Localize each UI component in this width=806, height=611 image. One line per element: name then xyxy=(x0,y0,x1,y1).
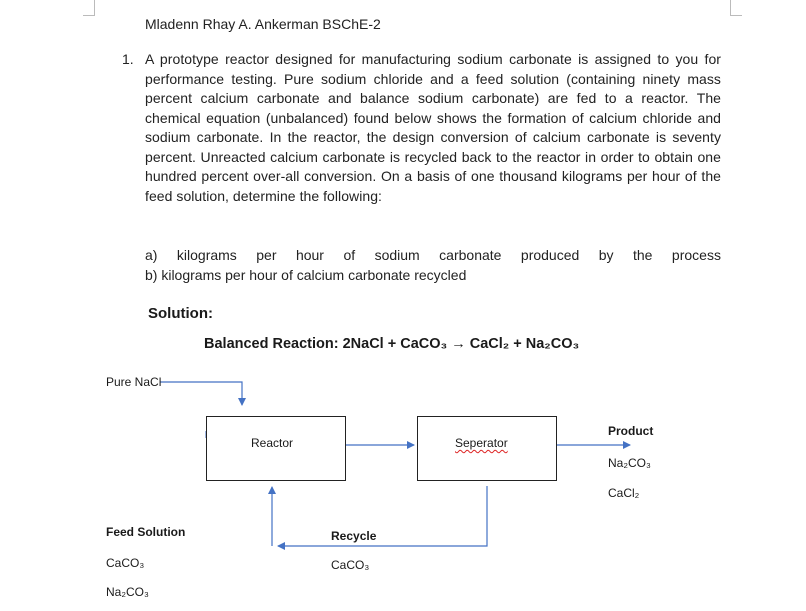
part-b: b) kilograms per hour of calcium carbonate recycled xyxy=(145,267,467,283)
question-text: A prototype reactor designed for manufacturing sodium carbonate is assigned to you for performance testing. Pure sodium chloride and a feed solution (containing ninety mass percent calcium carbonate and balance sodium carbonate) are fed to a reactor. The chemical equation (unbalanced) found below shows the formation of calcium chloride and sodium carbonate. In the reactor, the design conversion of calcium carbonate is seventy percent. Unreacted calcium carbonate is recycled back to the reactor in order to obtain one hundred percent over-all conversion. On a basis of one thousand kilograms per hour of the feed solution, determine the following: xyxy=(145,51,721,204)
reactor-label: Reactor xyxy=(251,436,294,450)
part-a-word: process xyxy=(671,247,721,263)
nacl-stream-line xyxy=(160,382,242,405)
feed-solution-heading: Feed Solution xyxy=(106,525,186,539)
part-a-word: hour xyxy=(295,247,324,263)
part-a-word: kilograms xyxy=(176,247,237,263)
product-item-na2co3: Na₂CO₃ xyxy=(608,456,651,470)
part-a-word: produced xyxy=(520,247,580,263)
part-a-word: the xyxy=(633,247,653,263)
separator-label: Seperator xyxy=(455,436,508,450)
product-heading: Product xyxy=(608,424,654,438)
part-a-word: a) xyxy=(145,247,158,263)
balanced-reaction: Balanced Reaction: 2NaCl + CaCO₃ → CaCl₂ + Na₂CO₃ xyxy=(204,336,580,352)
recycle-stream-line xyxy=(278,486,487,546)
part-a-word: carbonate xyxy=(439,247,502,263)
recycle-item-caco3: CaCO₃ xyxy=(331,558,370,572)
author-line: Mladenn Rhay A. Ankerman BSChE-2 xyxy=(145,16,381,32)
feed-item-caco3: CaCO₃ xyxy=(106,556,145,570)
feed-item-na2co3: Na₂CO₃ xyxy=(106,585,149,599)
product-item-cacl2: CaCl₂ xyxy=(608,486,640,500)
part-a-word: of xyxy=(343,247,356,263)
part-a-word: per xyxy=(256,247,277,263)
part-a-word: sodium xyxy=(374,247,420,263)
part-a-word: by xyxy=(598,247,614,263)
pure-nacl-label: Pure NaCl xyxy=(106,375,162,389)
recycle-heading: Recycle xyxy=(331,529,377,543)
question-number: 1. xyxy=(122,51,134,67)
solution-heading: Solution: xyxy=(148,305,213,322)
